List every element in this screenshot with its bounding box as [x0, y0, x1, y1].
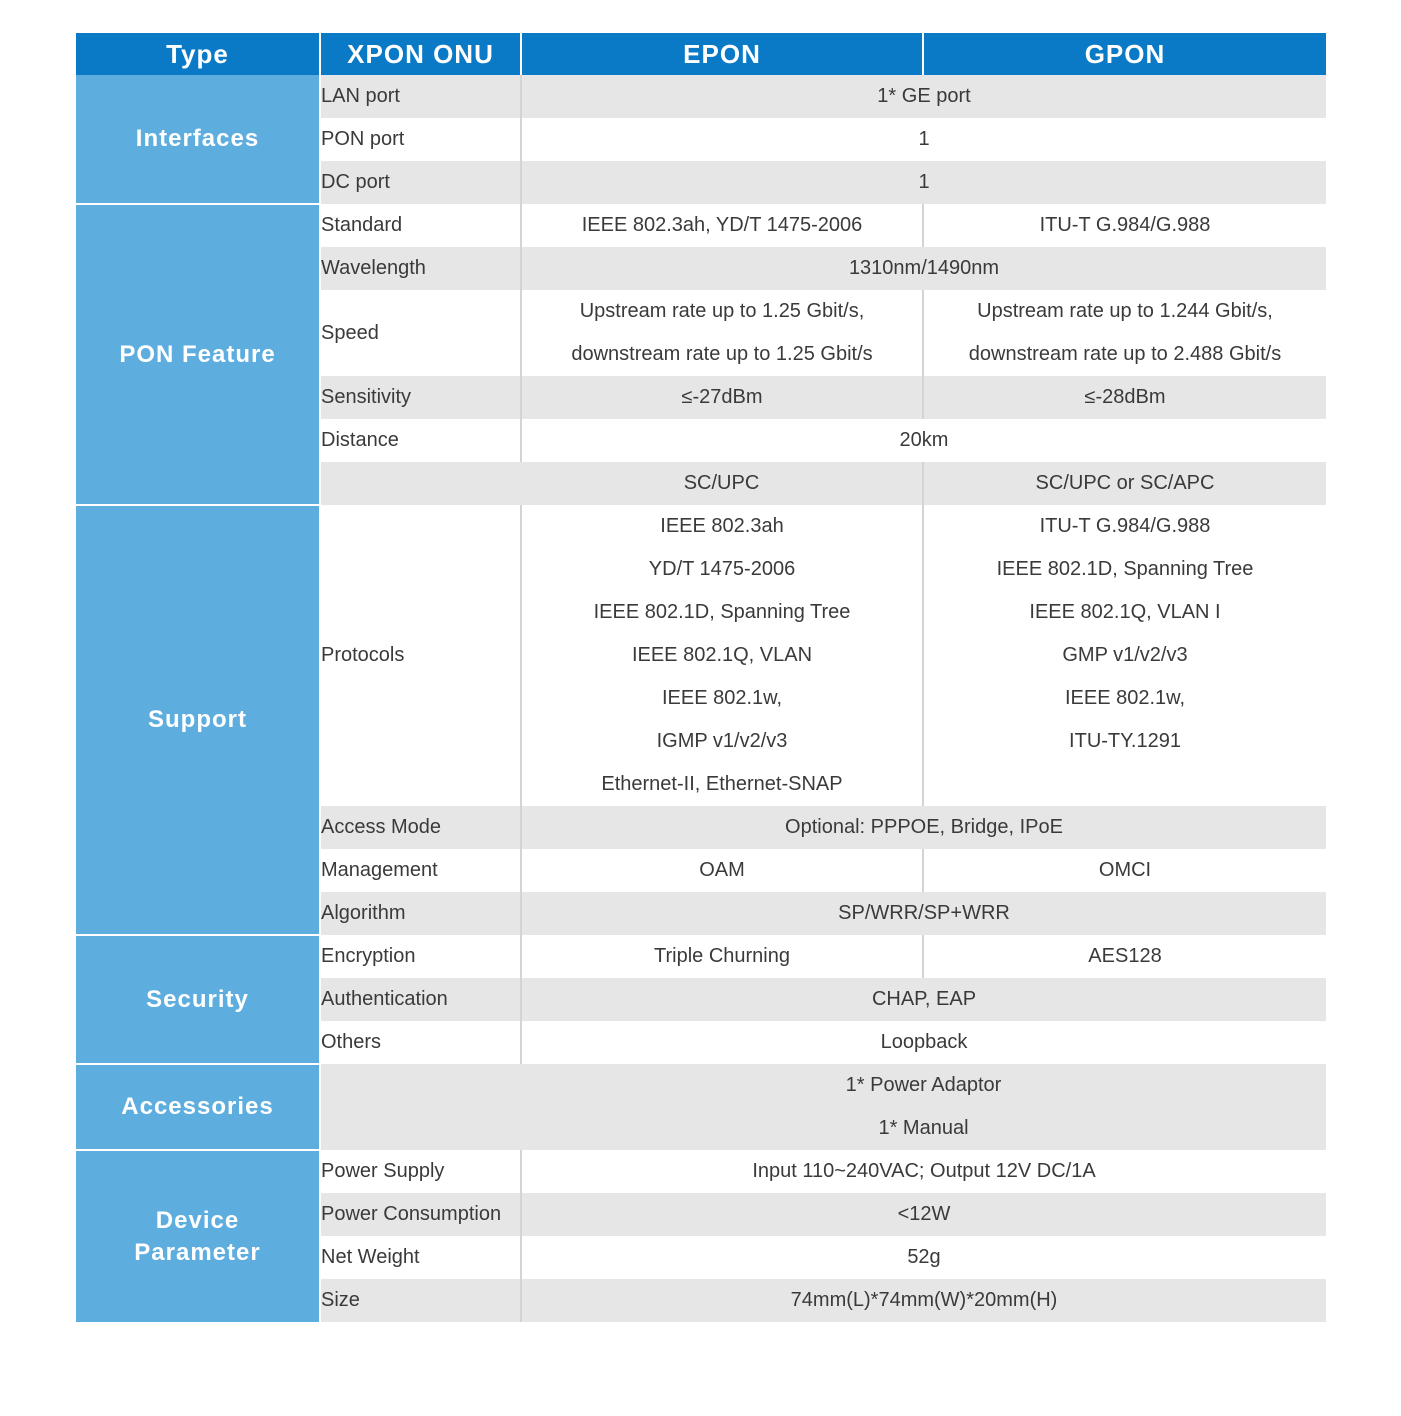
label-accessories: [320, 1064, 521, 1150]
value-standard-gpon: ITU-T G.984/G.988: [1039, 214, 1211, 236]
value-encryption-epon: Triple Churning: [521, 935, 923, 978]
protocol-epon-item: IGMP v1/v2/v3: [656, 730, 788, 752]
protocol-epon-item: IEEE 802.3ah: [660, 515, 784, 537]
value-encryption-gpon: AES128: [1088, 945, 1162, 967]
label-size: Size: [320, 1279, 521, 1322]
protocol-epon-item: IEEE 802.1Q, VLAN: [631, 644, 813, 666]
value-power-supply: Input 110~240VAC; Output 12V DC/1A: [752, 1160, 1096, 1182]
value-authentication: CHAP, EAP: [871, 988, 977, 1010]
group-device-parameter-line: Device: [155, 1206, 240, 1234]
label-access-mode: Access Mode: [320, 806, 521, 849]
protocol-epon-item: IEEE 802.1D, Spanning Tree: [593, 601, 851, 623]
protocol-epon-item: YD/T 1475-2006: [648, 558, 796, 580]
group-accessories: Accessories: [76, 1064, 320, 1150]
row-power-supply: [76, 1150, 1326, 1193]
header-epon: EPON: [521, 33, 923, 75]
speed-gpon-line: downstream rate up to 2.488 Gbit/s: [968, 343, 1282, 365]
group-device-parameter: [76, 1150, 320, 1322]
protocol-gpon-item: IEEE 802.1D, Spanning Tree: [996, 558, 1254, 580]
value-sensitivity-gpon: ≤-28dBm: [1084, 386, 1166, 408]
value-algorithm: SP/WRR/SP+WRR: [838, 902, 1010, 924]
value-others: Loopback: [880, 1031, 968, 1053]
row-lan-port: [76, 75, 1326, 118]
header-type: Type: [76, 33, 320, 75]
value-management-gpon: OMCI: [1098, 859, 1152, 881]
row-standard: [76, 204, 1326, 247]
protocol-gpon-item: GMP v1/v2/v3: [1062, 644, 1188, 666]
value-pon-port: 1: [918, 128, 930, 150]
label-encryption: Encryption: [320, 935, 521, 978]
label-others: Others: [320, 1021, 521, 1064]
value-distance: 20km: [899, 429, 949, 451]
label-pon-port: PON port: [320, 118, 521, 161]
label-connector: [320, 462, 521, 505]
value-lan-port: 1* GE port: [877, 85, 971, 107]
speed-epon-line: Upstream rate up to 1.25 Gbit/s,: [579, 300, 865, 322]
accessory-item: 1* Manual: [878, 1117, 969, 1139]
value-speed-epon: [521, 290, 923, 376]
protocol-gpon-item: ITU-T G.984/G.988: [1039, 515, 1211, 537]
group-support: Support: [76, 505, 320, 935]
header-gpon: GPON: [923, 33, 1326, 75]
spec-table: [76, 33, 1326, 1322]
row-encryption: [76, 935, 1326, 978]
value-size: 74mm(L)*74mm(W)*20mm(H): [790, 1289, 1058, 1311]
label-algorithm: Algorithm: [320, 892, 521, 935]
label-wavelength: Wavelength: [320, 247, 521, 290]
protocol-gpon-item: IEEE 802.1w,: [1064, 687, 1186, 709]
label-management: Management: [320, 849, 521, 892]
protocol-gpon-item: IEEE 802.1Q, VLAN I: [1029, 601, 1221, 623]
group-security: Security: [76, 935, 320, 1064]
group-device-parameter-line: Parameter: [134, 1238, 261, 1266]
value-dc-port: 1: [918, 171, 930, 193]
group-pon-feature: PON Feature: [76, 204, 320, 505]
label-lan-port: LAN port: [320, 75, 521, 118]
value-protocols-gpon: [923, 505, 1326, 806]
label-dc-port: DC port: [320, 161, 521, 204]
value-connector-epon: SC/UPC: [521, 462, 923, 505]
header-row: [76, 33, 1326, 75]
label-power-consumption: Power Consumption: [320, 1193, 521, 1236]
value-wavelength: 1310nm/1490nm: [848, 257, 1000, 279]
speed-gpon-line: Upstream rate up to 1.244 Gbit/s,: [977, 300, 1273, 322]
label-standard: Standard: [320, 204, 521, 247]
label-power-supply: Power Supply: [320, 1150, 521, 1193]
row-accessories: [76, 1064, 1326, 1150]
row-protocols: [76, 505, 1326, 806]
label-sensitivity: Sensitivity: [320, 376, 521, 419]
value-management-epon: OAM: [521, 849, 923, 892]
protocol-epon-item: IEEE 802.1w,: [661, 687, 783, 709]
label-speed: Speed: [320, 290, 521, 376]
header-model: XPON ONU: [320, 33, 521, 75]
value-protocols-epon: [521, 505, 923, 806]
value-access-mode: Optional: PPPOE, Bridge, IPoE: [785, 816, 1063, 838]
label-authentication: Authentication: [320, 978, 521, 1021]
value-net-weight: 52g: [907, 1246, 941, 1268]
protocol-gpon-item: ITU-TY.1291: [1069, 730, 1181, 752]
value-connector-gpon: SC/UPC or SC/APC: [1035, 472, 1215, 494]
group-interfaces: Interfaces: [76, 75, 320, 204]
value-standard-epon: IEEE 802.3ah, YD/T 1475-2006: [521, 204, 923, 247]
protocol-epon-item: Ethernet-II, Ethernet-SNAP: [601, 773, 843, 795]
value-power-consumption: <12W: [897, 1203, 951, 1225]
speed-epon-line: downstream rate up to 1.25 Gbit/s: [571, 343, 873, 365]
value-speed-gpon: [923, 290, 1326, 376]
label-protocols: Protocols: [320, 505, 521, 806]
accessory-item: 1* Power Adaptor: [845, 1074, 1002, 1096]
label-net-weight: Net Weight: [320, 1236, 521, 1279]
value-sensitivity-epon: ≤-27dBm: [521, 376, 923, 419]
label-distance: Distance: [320, 419, 521, 462]
value-accessories: [521, 1064, 1326, 1150]
